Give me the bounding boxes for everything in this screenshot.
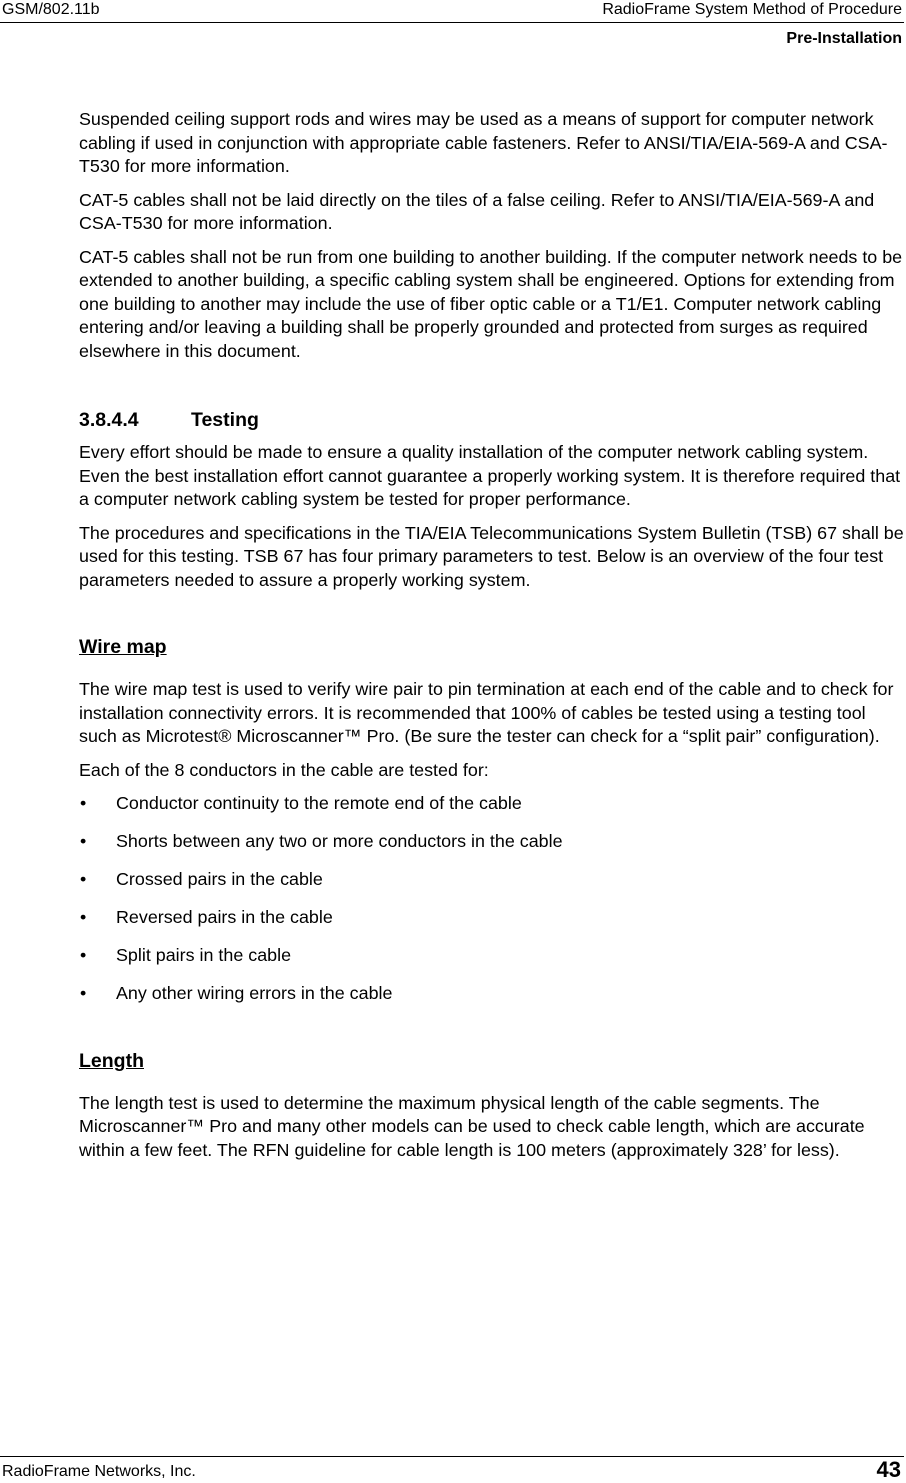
- list-item-text: Reversed pairs in the cable: [116, 907, 333, 927]
- length-paragraph-1: The length test is used to determine the maximum physical length of the cable segments. The Microscanner™ Pro and many other models can be used to check cable length, which are accurate within a few feet. The RFN guideline for cable length is 100 meters (approximately 328’ for less).: [79, 1092, 865, 1160]
- page-footer: [0, 1456, 904, 1483]
- wire-map-paragraph-1: The wire map test is used to verify wire pair to pin termination at each end of the cable and to check for installation connectivity errors. It is recommended that 100% of cables be tested using a testing tool such as Microtest® Microscanner™ Pro. (Be sure the tester can check for a “split pair” configuration).: [79, 679, 894, 746]
- list-item: [79, 868, 905, 892]
- intro-paragraph-1: Suspended ceiling support rods and wires may be used as a means of support for computer network cabling if used in conjunction with appropriate cable fasteners. Refer to ANSI/TIA/EIA-569-A and CSA-T530 for more information.: [79, 109, 888, 176]
- page-body: [79, 108, 905, 1172]
- list-item-text: Shorts between any two or more conductors in the cable: [116, 831, 563, 851]
- wire-map-paragraph-2: Each of the 8 conductors in the cable are tested for:: [79, 759, 489, 780]
- page-number: 43: [876, 1457, 901, 1482]
- footer-company: RadioFrame Networks, Inc.: [2, 1463, 196, 1480]
- list-item-text: Any other wiring errors in the cable: [116, 983, 393, 1003]
- list-item-text: Crossed pairs in the cable: [116, 869, 323, 889]
- section-number: 3.8.4.4: [79, 409, 139, 431]
- subheading-length: Length: [79, 1049, 144, 1072]
- section-title: Testing: [191, 409, 259, 431]
- bullet-icon: •: [80, 983, 87, 1003]
- subheading-wire-map: Wire map: [79, 636, 167, 658]
- bullet-icon: •: [80, 869, 87, 889]
- list-item: [79, 944, 905, 968]
- bullet-icon: •: [80, 945, 87, 965]
- list-item-text: Split pairs in the cable: [116, 945, 292, 965]
- intro-paragraph-2: CAT-5 cables shall not be laid directly on the tiles of a false ceiling. Refer to ANSI/TIA/EIA-569-A and CSA-T530 for more information.: [79, 189, 875, 233]
- bullet-icon: •: [80, 907, 87, 927]
- list-item: [79, 830, 905, 854]
- header-document-title: RadioFrame System Method of Procedure: [602, 1, 902, 18]
- testing-paragraph-1: Every effort should be made to ensure a quality installation of the computer network cabling system. Even the best installation effort cannot guarantee a properly working system. It is therefore required that a computer network cabling system be tested for proper performance.: [79, 442, 901, 509]
- header-document-id: GSM/802.11b: [2, 1, 100, 18]
- list-item-text: Conductor continuity to the remote end of the cable: [116, 793, 522, 813]
- testing-paragraph-2: The procedures and specifications in the TIA/EIA Telecommunications System Bulletin (TSB) 67 shall be used for this testing. TSB 67 has four primary parameters to test. Below is an overview of the four test parameters needed to assure a properly working system.: [79, 522, 904, 590]
- bullet-icon: •: [80, 793, 87, 813]
- wire-map-test-list: [79, 792, 905, 1006]
- list-item: [79, 982, 905, 1006]
- bullet-icon: •: [80, 831, 87, 851]
- list-item: [79, 792, 905, 816]
- list-item: [79, 906, 905, 930]
- section-heading-testing: [79, 408, 905, 432]
- intro-paragraph-3: CAT-5 cables shall not be run from one building to another building. If the computer network needs to be extended to another building, a specific cabling system shall be engineered. Options for extending from one building to another may include the use of fiber optic cable or a T1/E1. Computer network cabling entering and/or leaving a building shall be properly grounded and protected from surges as required elsewhere in this document.: [79, 246, 903, 361]
- page-header: [0, 0, 904, 23]
- header-section-title: Pre-Installation: [786, 30, 902, 47]
